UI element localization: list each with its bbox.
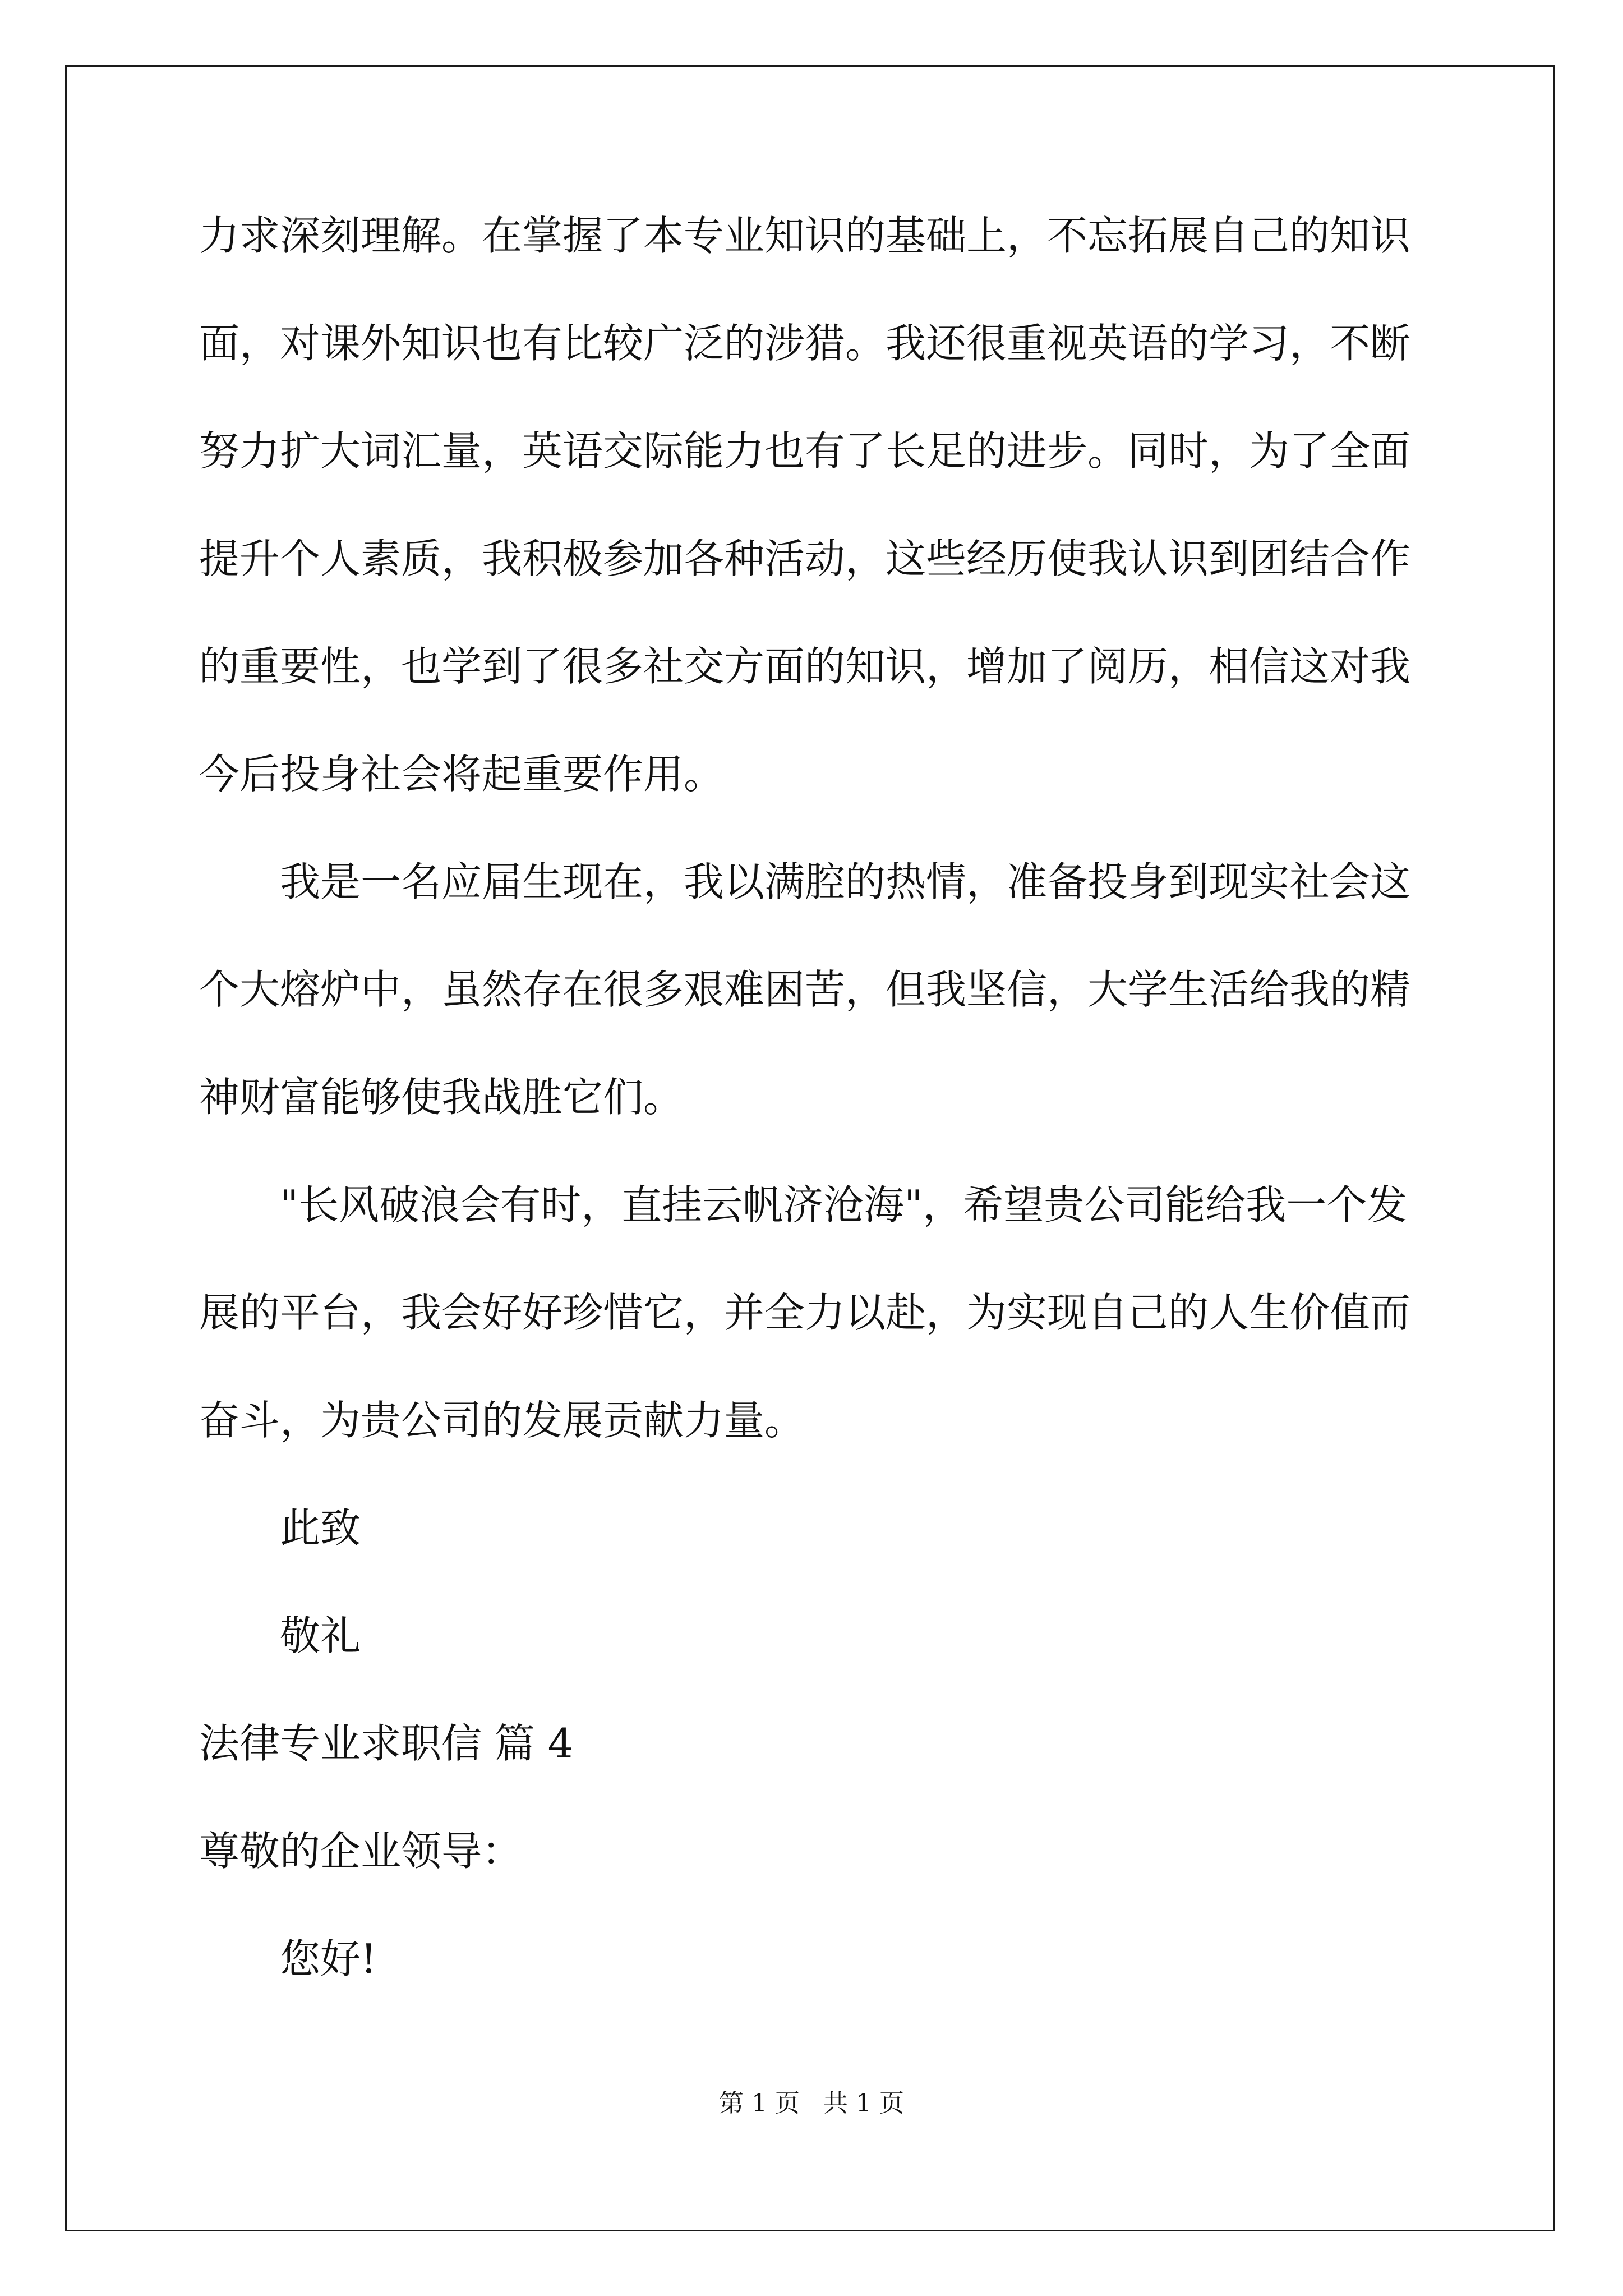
paragraph-first-line: 我是一名应届生现在，我以满腔的热情，准备投身到现实社会这 xyxy=(280,858,1411,905)
text-line: 展的平台，我会好好珍惜它，并全力以赴，为实现自己的人生价值而 xyxy=(199,1289,1411,1336)
page-border xyxy=(65,65,1555,2231)
paragraph-first-line: "长风破浪会有时，直挂云帆济沧海"，希望贵公司能给我一个发 xyxy=(280,1181,1408,1228)
salutation-line: 敬礼 xyxy=(280,1612,361,1659)
text-line: 力求深刻理解。在掌握了本专业知识的基础上，不忘拓展自己的知识 xyxy=(199,212,1411,259)
text-line: 面，对课外知识也有比较广泛的涉猎。我还很重视英语的学习，不断 xyxy=(199,320,1411,367)
closing-line: 此致 xyxy=(280,1504,361,1552)
text-line: 个大熔炉中，虽然存在很多艰难困苦，但我坚信，大学生活给我的精 xyxy=(199,966,1411,1013)
text-line: 今后投身社会将起重要作用。 xyxy=(199,751,725,798)
section-heading: 法律专业求职信 篇 4 xyxy=(199,1720,574,1767)
text-line: 努力扩大词汇量，英语交际能力也有了长足的进步。同时，为了全面 xyxy=(199,427,1411,475)
page-total: 共 1 页 xyxy=(823,2089,904,2118)
text-line: 提升个人素质，我积极参加各种活动，这些经历使我认识到团结合作 xyxy=(199,535,1411,582)
page-footer xyxy=(0,2087,1623,2120)
page-number: 第 1 页 xyxy=(719,2089,800,2118)
greeting-recipient: 尊敬的企业领导： xyxy=(199,1828,523,1875)
text-line: 的重要性，也学到了很多社交方面的知识，增加了阅历，相信这对我 xyxy=(199,643,1411,690)
greeting-line: 您好! xyxy=(280,1935,377,1982)
text-line: 神财富能够使我战胜它们。 xyxy=(199,1074,684,1121)
text-line: 奋斗，为贵公司的发展贡献力量。 xyxy=(199,1397,805,1444)
